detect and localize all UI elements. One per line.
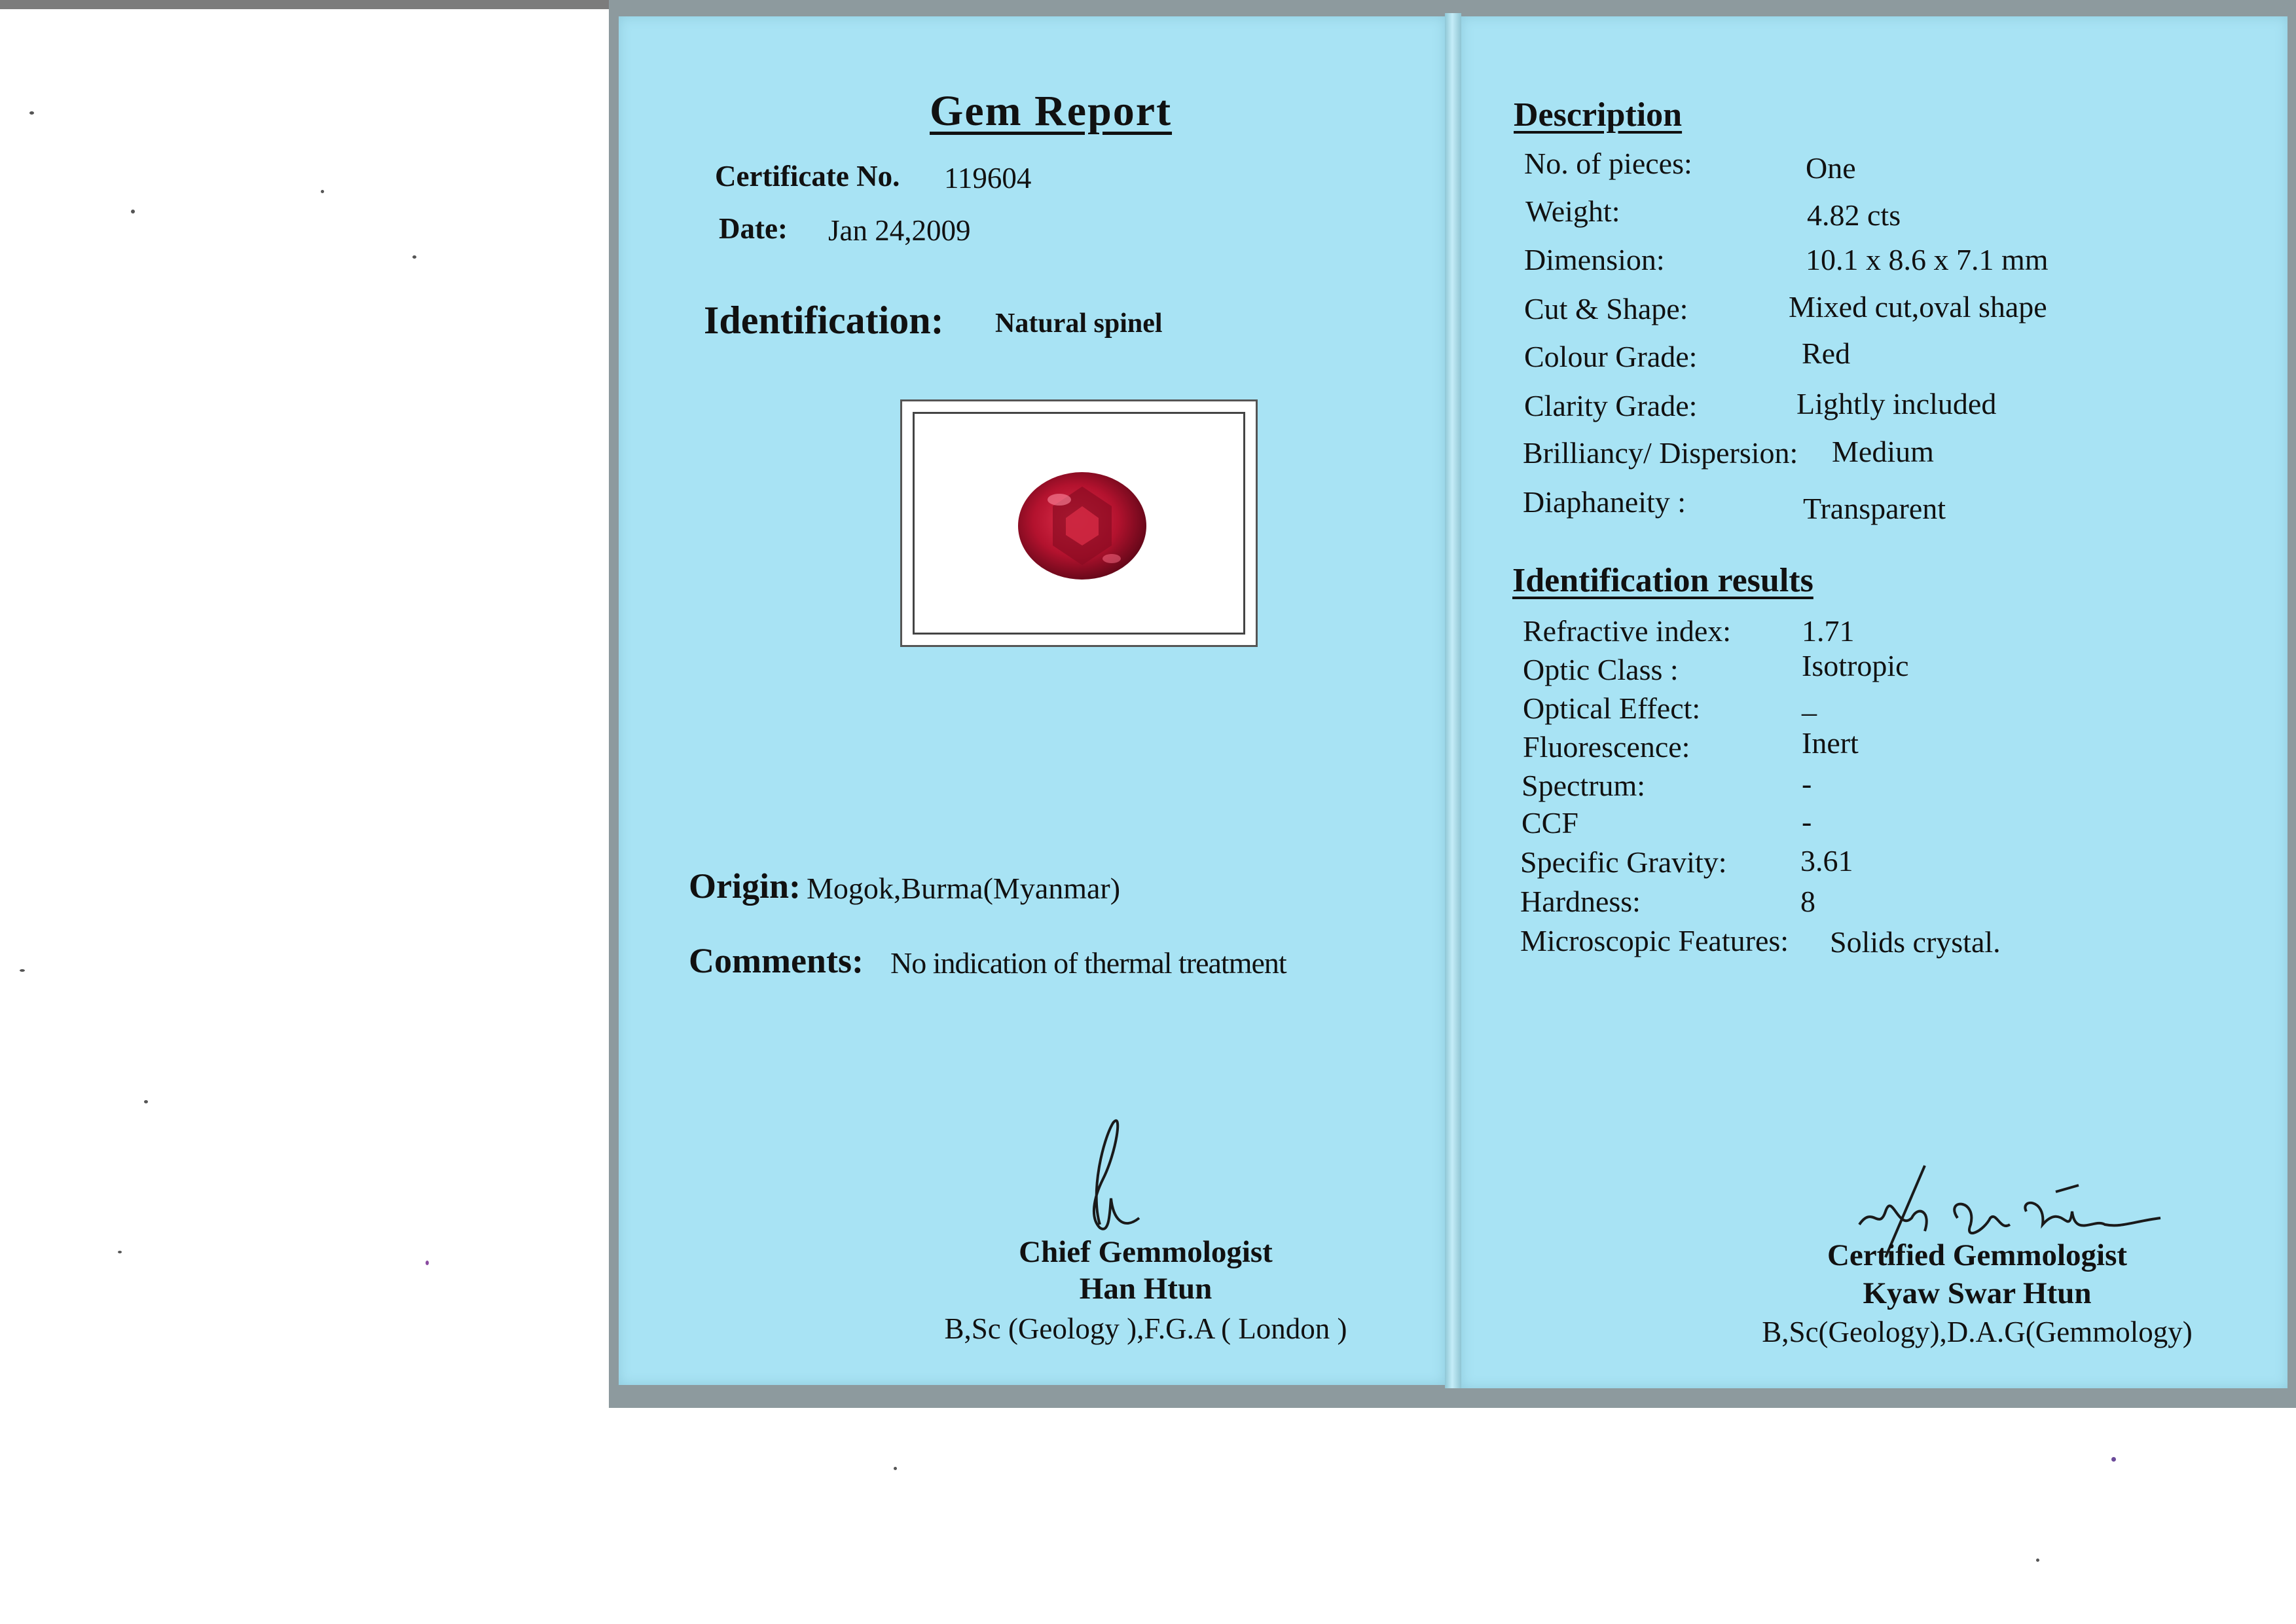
description-title: Description [1514, 96, 1683, 134]
result-value: Isotropic [1802, 649, 1909, 682]
scan-speck [321, 190, 324, 193]
origin-value: Mogok,Burma(Myanmar) [807, 872, 1121, 905]
result-label: Fluorescence: [1523, 730, 1690, 764]
date-label: Date: [719, 212, 788, 245]
description-value: 4.82 cts [1807, 198, 1901, 232]
description-label: Cut & Shape: [1524, 292, 1688, 325]
description-label: Brilliancy/ Dispersion: [1523, 436, 1798, 470]
result-label: Microscopic Features: [1520, 924, 1789, 957]
scan-speck [118, 1251, 122, 1253]
result-value: - [1802, 805, 1812, 838]
description-label: Diaphaneity : [1523, 485, 1686, 519]
description-value: Lightly included [1796, 387, 1997, 420]
certified-gemmologist-block [1715, 1238, 2239, 1349]
scan-speck [412, 255, 416, 259]
chief-gemmologist-signature [1064, 1113, 1149, 1238]
certificate-fold [1445, 13, 1461, 1388]
gem-image [1013, 467, 1151, 585]
result-label: CCF [1522, 806, 1578, 840]
scan-speck [131, 210, 135, 213]
description-value: Mixed cut,oval shape [1789, 290, 2047, 323]
identification-label: Identification: [704, 299, 944, 342]
date-value: Jan 24,2009 [828, 214, 971, 247]
scan-speck [144, 1100, 148, 1103]
origin-label: Origin: [689, 866, 801, 906]
result-label: Optic Class : [1523, 653, 1679, 686]
scan-speck [20, 969, 25, 972]
comments-label: Comments: [689, 941, 864, 980]
identification-value: Natural spinel [995, 308, 1163, 339]
result-label: Specific Gravity: [1520, 845, 1727, 879]
description-value: Medium [1832, 435, 1934, 468]
scan-speck [426, 1261, 429, 1265]
chief-gemmologist-qualifications: B,Sc (Geology ),F.G.A ( London ) [944, 1312, 1347, 1345]
result-value: Inert [1802, 726, 1859, 760]
description-value: One [1806, 151, 1856, 185]
result-label: Hardness: [1520, 885, 1641, 918]
scan-speck [2036, 1559, 2039, 1562]
result-label: Optical Effect: [1523, 692, 1701, 725]
result-label: Refractive index: [1523, 614, 1732, 648]
certified-gemmologist-qualifications: B,Sc(Geology),D.A.G(Gemmology) [1762, 1316, 2193, 1348]
description-label: Colour Grade: [1524, 340, 1698, 373]
result-value: 8 [1800, 885, 1815, 918]
certified-gemmologist-title: Certified Gemmologist [1827, 1238, 2128, 1272]
scan-speck [2111, 1457, 2116, 1462]
chief-gemmologist-name: Han Htun [1079, 1272, 1212, 1306]
identification-results-title: Identification results [1512, 562, 1813, 599]
description-label: Clarity Grade: [1524, 389, 1698, 422]
scan-speck [894, 1467, 897, 1470]
certificate-number-label: Certificate No. [715, 160, 900, 193]
description-label: Dimension: [1524, 243, 1665, 276]
description-label: No. of pieces: [1524, 147, 1692, 180]
certified-gemmologist-name: Kyaw Swar Htun [1863, 1276, 2092, 1310]
scan-speck [29, 111, 34, 115]
result-label: Spectrum: [1522, 769, 1646, 802]
description-value: Red [1802, 337, 1851, 370]
certificate-number-value: 119604 [944, 162, 1032, 194]
description-label: Weight: [1525, 194, 1620, 228]
chief-gemmologist-title: Chief Gemmologist [1019, 1235, 1273, 1269]
result-value: 1.71 [1802, 614, 1855, 648]
result-value: Solids crystal. [1830, 925, 2001, 959]
result-value: - [1802, 767, 1812, 800]
description-value: 10.1 x 8.6 x 7.1 mm [1806, 243, 2049, 276]
chief-gemmologist-block [936, 1234, 1355, 1346]
result-value: _ [1802, 685, 1817, 718]
result-value: 3.61 [1800, 844, 1853, 877]
description-value: Transparent [1803, 492, 1946, 525]
comments-value: No indication of thermal treatment [890, 946, 1286, 980]
gem-photo-frame [900, 399, 1258, 647]
report-title: Gem Report [930, 87, 1173, 135]
